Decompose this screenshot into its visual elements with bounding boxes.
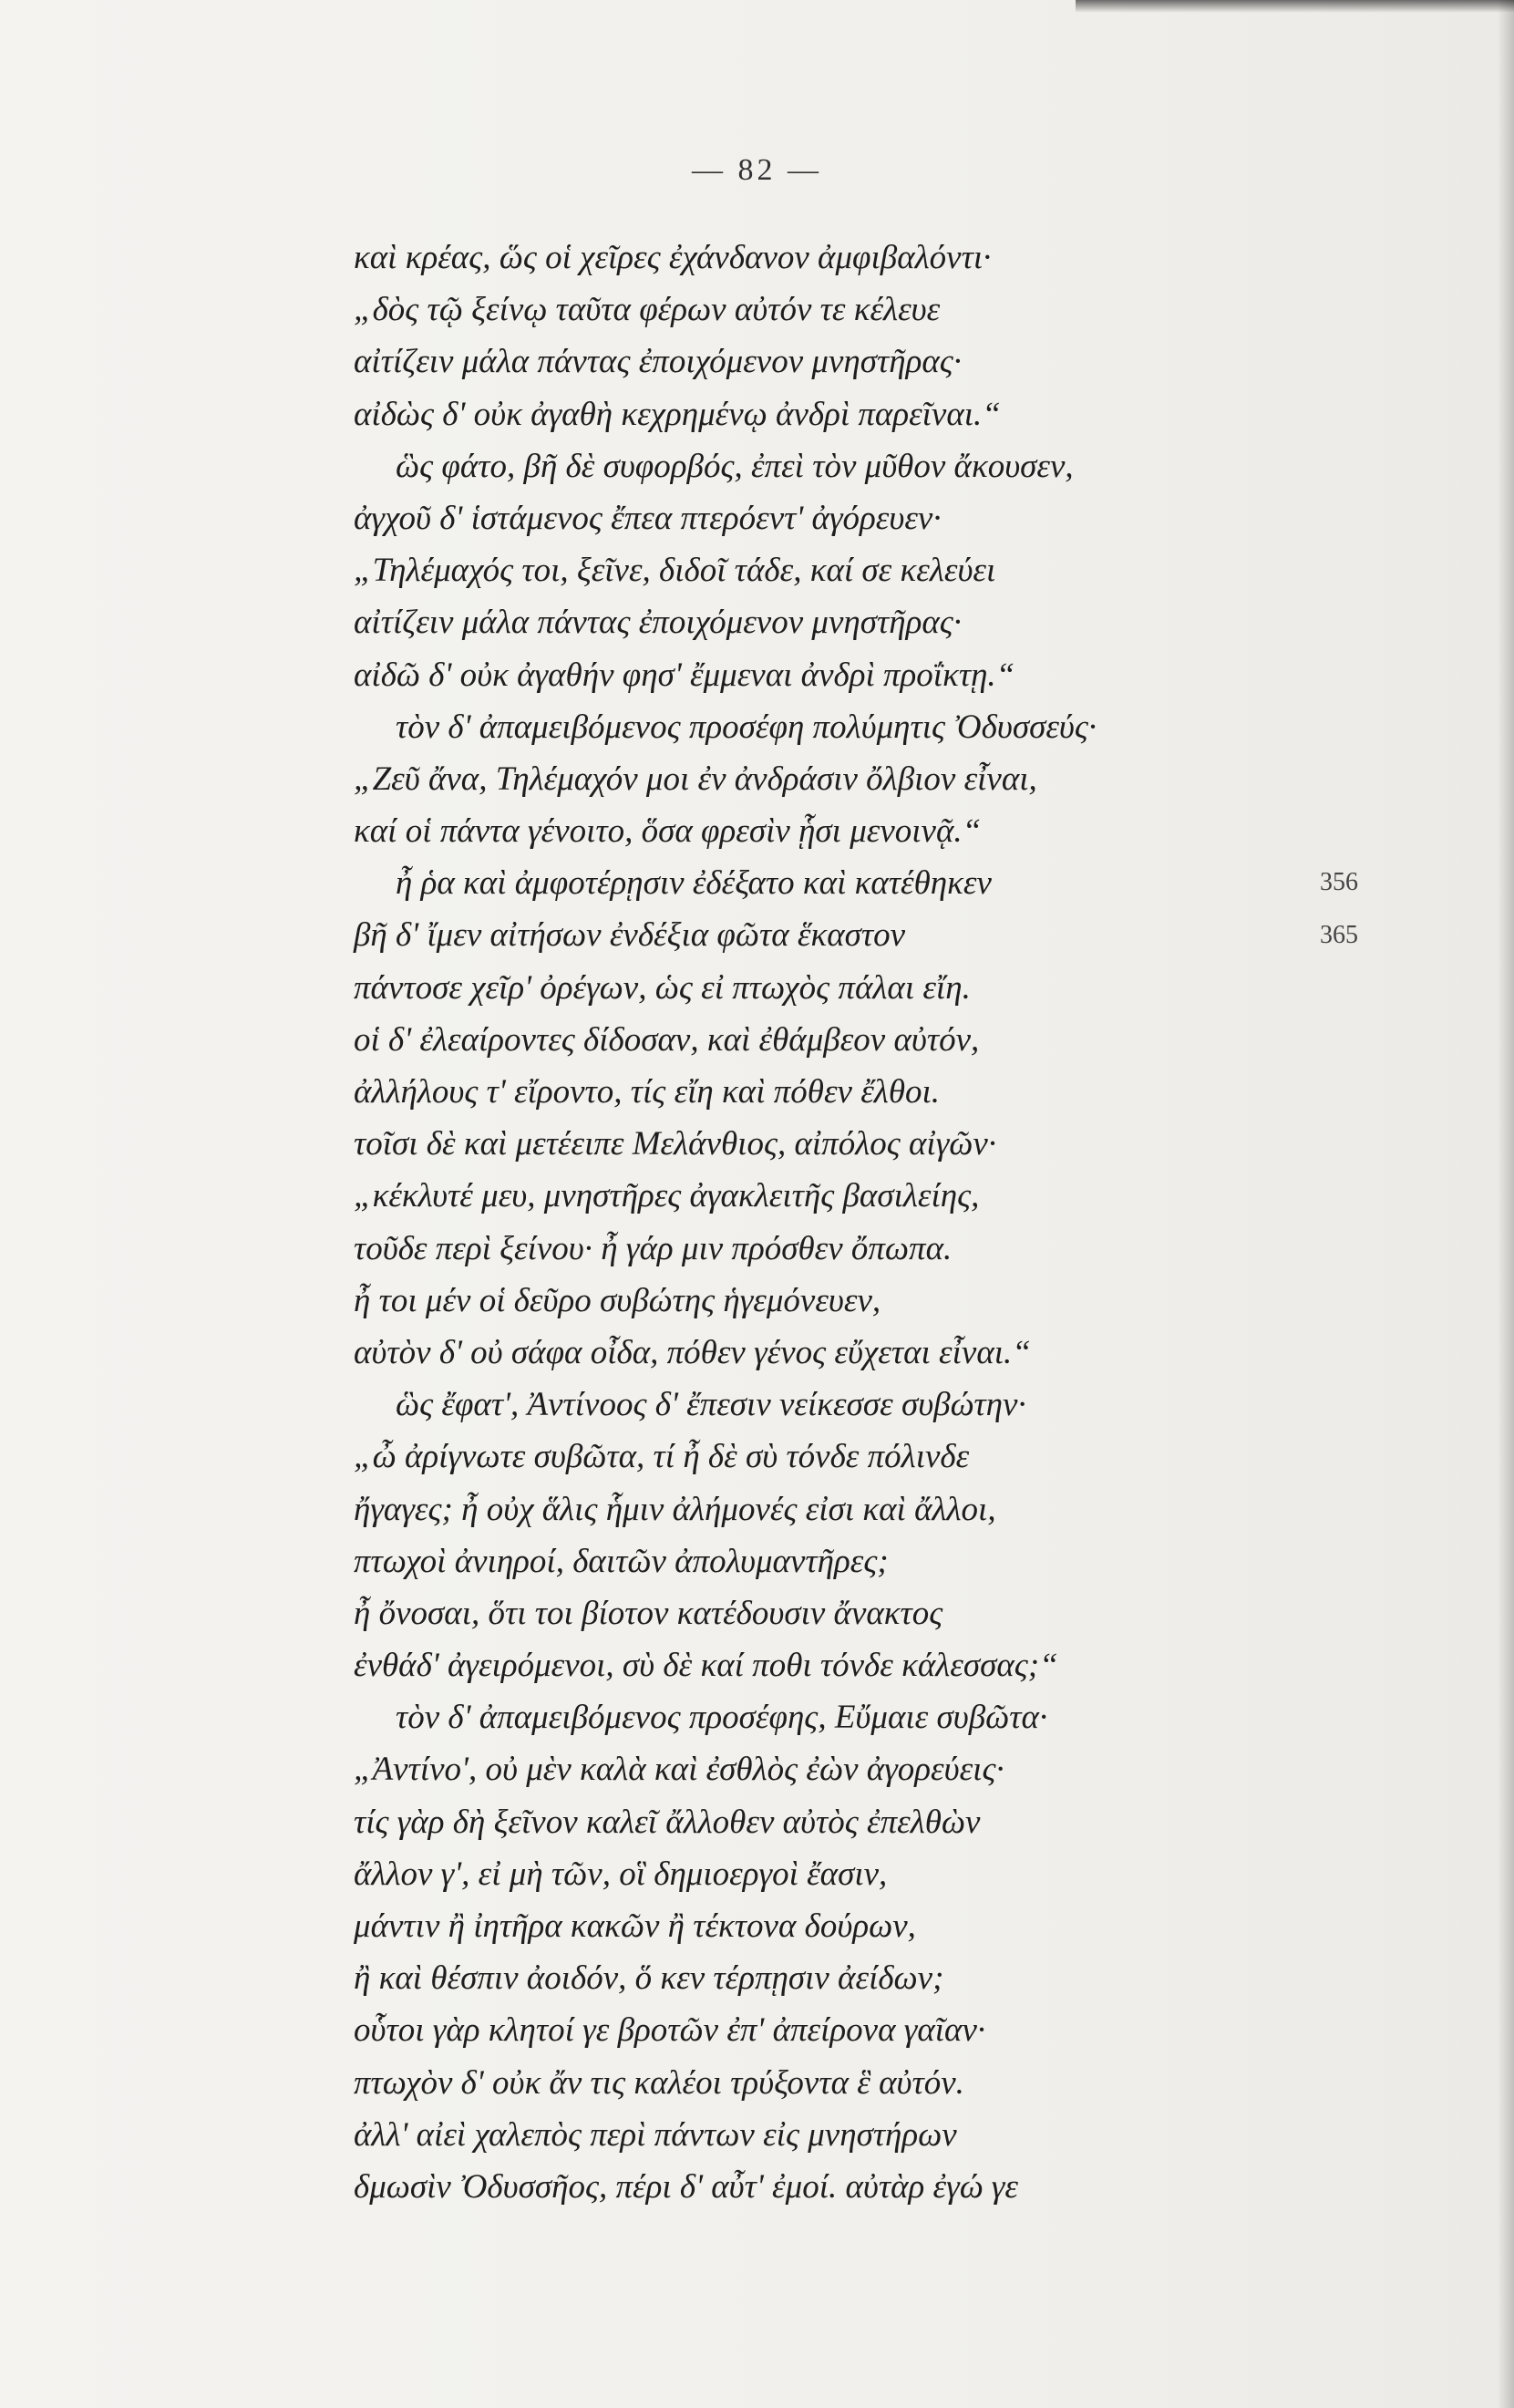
verse-line: ἢ καὶ θέσπιν ἀοιδόν, ὅ κεν τέρπῃσιν ἀείδων; xyxy=(354,1959,944,1998)
verse-line: αἰτίζειν μάλα πάντας ἐποιχόμενον μνηστῆρας· xyxy=(354,604,963,642)
verse-line: τοῦδε περὶ ξείνου· ἦ γάρ μιν πρόσθεν ὄπωπα. xyxy=(354,1229,953,1267)
verse-text-block xyxy=(354,232,1320,2213)
verse-line: „Ζεῦ ἄνα, Τηλέμαχόν μοι ἐν ἀνδράσιν ὄλβιον εἶναι, xyxy=(354,760,1037,798)
verse-line: αἰδὼς δ' οὐκ ἀγαθὴ κεχρημένῳ ἀνδρὶ παρεῖναι.“ xyxy=(354,395,1001,433)
verse-line: βῆ δ' ἴμεν αἰτήσων ἐνδέξια φῶτα ἕκαστον xyxy=(354,916,906,955)
verse-line: δμωσὶν Ὀδυσσῆος, πέρι δ' αὖτ' ἐμοί. αὐτὰρ ἐγώ γε xyxy=(354,2167,1018,2206)
verse-line: αἰδῶ δ' οὐκ ἀγαθήν φησ' ἔμμεναι ἀνδρὶ προΐκτῃ.“ xyxy=(354,656,1015,694)
verse-line: τὸν δ' ἀπαμειβόμενος προσέφη πολύμητις Ὀδυσσεύς· xyxy=(396,708,1097,746)
verse-line: „Τηλέμαχός τοι, ξεῖνε, διδοῖ τάδε, καί σε κελεύει xyxy=(354,552,996,590)
verse-line: ἦ ῥα καὶ ἀμφοτέρῃσιν ἐδέξατο καὶ κατέθηκεν xyxy=(396,864,992,903)
page-top-shadow xyxy=(1076,0,1514,13)
page-edge-shadow xyxy=(1498,0,1514,2408)
verse-line: οὗτοι γὰρ κλητοί γε βροτῶν ἐπ' ἀπείρονα γαῖαν· xyxy=(354,2011,986,2050)
verse-line: ἦ τοι μέν οἱ δεῦρο συβώτης ἡγεμόνευεν, xyxy=(354,1281,881,1319)
verse-line: ἤγαγες; ἦ οὐχ ἅλις ἧμιν ἀλήμονές εἰσι καὶ ἄλλοι, xyxy=(354,1490,996,1528)
verse-line: ὣς φάτο, βῆ δὲ συφορβός, ἐπεὶ τὸν μῦθον ἄκουσεν, xyxy=(396,447,1074,485)
verse-line: ἀγχοῦ δ' ἱστάμενος ἔπεα πτερόεντ' ἀγόρευεν· xyxy=(354,499,942,537)
page-number: — 82 — xyxy=(692,153,822,187)
verse-line: καὶ κρέας, ὥς οἱ χεῖρες ἐχάνδανον ἀμφιβαλόντι· xyxy=(354,239,992,276)
verse-line: αἰτίζειν μάλα πάντας ἐποιχόμενον μνηστῆρας· xyxy=(354,343,963,381)
verse-line: ἀλλ' αἰεὶ χαλεπὸς περὶ πάντων εἰς μνηστήρων xyxy=(354,2115,957,2154)
verse-line: „κέκλυτέ μευ, μνηστῆρες ἀγακλειτῆς βασιλείης, xyxy=(354,1177,980,1215)
margin-line-number: 365 xyxy=(1320,920,1358,949)
verse-line: „ὦ ἀρίγνωτε συβῶτα, τί ἦ δὲ σὺ τόνδε πόλινδε xyxy=(354,1438,970,1476)
verse-line: πάντοσε χεῖρ' ὀρέγων, ὡς εἰ πτωχὸς πάλαι εἴη. xyxy=(354,968,971,1007)
verse-line: ἀλλήλους τ' εἴροντο, τίς εἴη καὶ πόθεν ἔλθοι. xyxy=(354,1073,941,1111)
verse-line: ὣς ἔφατ', Ἀντίνοος δ' ἔπεσιν νείκεσσε συβώτην· xyxy=(396,1386,1026,1424)
verse-line: αὐτὸν δ' οὐ σάφα οἶδα, πόθεν γένος εὔχεται εἶναι.“ xyxy=(354,1333,1031,1371)
verse-line: τίς γὰρ δὴ ξεῖνον καλεῖ ἄλλοθεν αὐτὸς ἐπελθὼν xyxy=(354,1803,981,1841)
verse-line: καί οἱ πάντα γένοιτο, ὅσα φρεσὶν ᾗσι μενοινᾷ.“ xyxy=(354,812,982,851)
verse-line: οἱ δ' ἐλεαίροντες δίδοσαν, καὶ ἐθάμβεον αὐτόν, xyxy=(354,1020,980,1059)
verse-line: μάντιν ἢ ἰητῆρα κακῶν ἢ τέκτονα δούρων, xyxy=(354,1907,916,1945)
margin-line-number: 356 xyxy=(1320,868,1358,897)
verse-line: ἦ ὄνοσαι, ὅτι τοι βίοτον κατέδουσιν ἄνακτος xyxy=(354,1594,943,1632)
verse-line: πτωχοὶ ἀνιηροί, δαιτῶν ἀπολυμαντῆρες; xyxy=(354,1542,889,1580)
verse-line: πτωχὸν δ' οὐκ ἄν τις καλέοι τρύξοντα ἓ αὐτόν. xyxy=(354,2063,964,2102)
verse-line: τοῖσι δὲ καὶ μετέειπε Μελάνθιος, αἰπόλος αἰγῶν· xyxy=(354,1125,997,1163)
verse-line: ἄλλον γ', εἰ μὴ τῶν, οἳ δημιοεργοὶ ἔασιν, xyxy=(354,1855,888,1893)
verse-line: „Ἀντίνο', οὐ μὲν καλὰ καὶ ἐσθλὸς ἐὼν ἀγορεύεις· xyxy=(354,1751,1004,1789)
verse-line: ἐνθάδ' ἀγειρόμενοι, σὺ δὲ καί ποθι τόνδε κάλεσσας;“ xyxy=(354,1647,1058,1685)
verse-line: „δὸς τῷ ξείνῳ ταῦτα φέρων αὐτόν τε κέλευε xyxy=(354,291,941,329)
verse-line: τὸν δ' ἀπαμειβόμενος προσέφης, Εὔμαιε συβῶτα· xyxy=(396,1699,1048,1737)
